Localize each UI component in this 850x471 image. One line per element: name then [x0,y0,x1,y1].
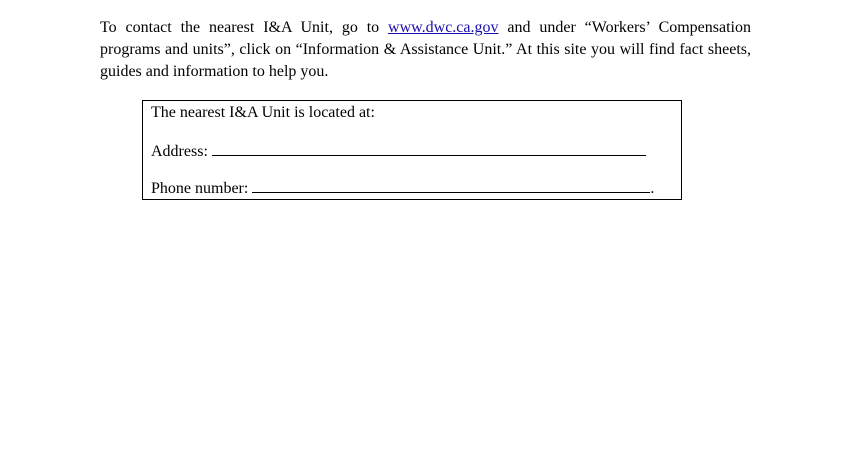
phone-label: Phone number: [151,180,249,197]
intro-paragraph [100,17,751,83]
nearest-unit-box [142,100,682,200]
intro-text-before-link: To contact the nearest I&A Unit, go to [100,19,389,36]
dwc-website-link[interactable]: www.dwc.ca.gov [388,19,499,36]
address-field[interactable] [212,141,646,156]
intro-text-after-link: and under “Workers’ Compensation programs and units”, click on “Information & Assistance Unit.” At this site you will find fact sheets, guides and information to help you. [100,19,751,80]
address-label: Address: [151,143,208,160]
phone-row [151,178,654,199]
nearest-unit-heading: The nearest I&A Unit is located at: [151,104,375,121]
address-row [151,141,646,162]
phone-suffix: . [650,180,655,197]
phone-field[interactable] [252,178,650,193]
